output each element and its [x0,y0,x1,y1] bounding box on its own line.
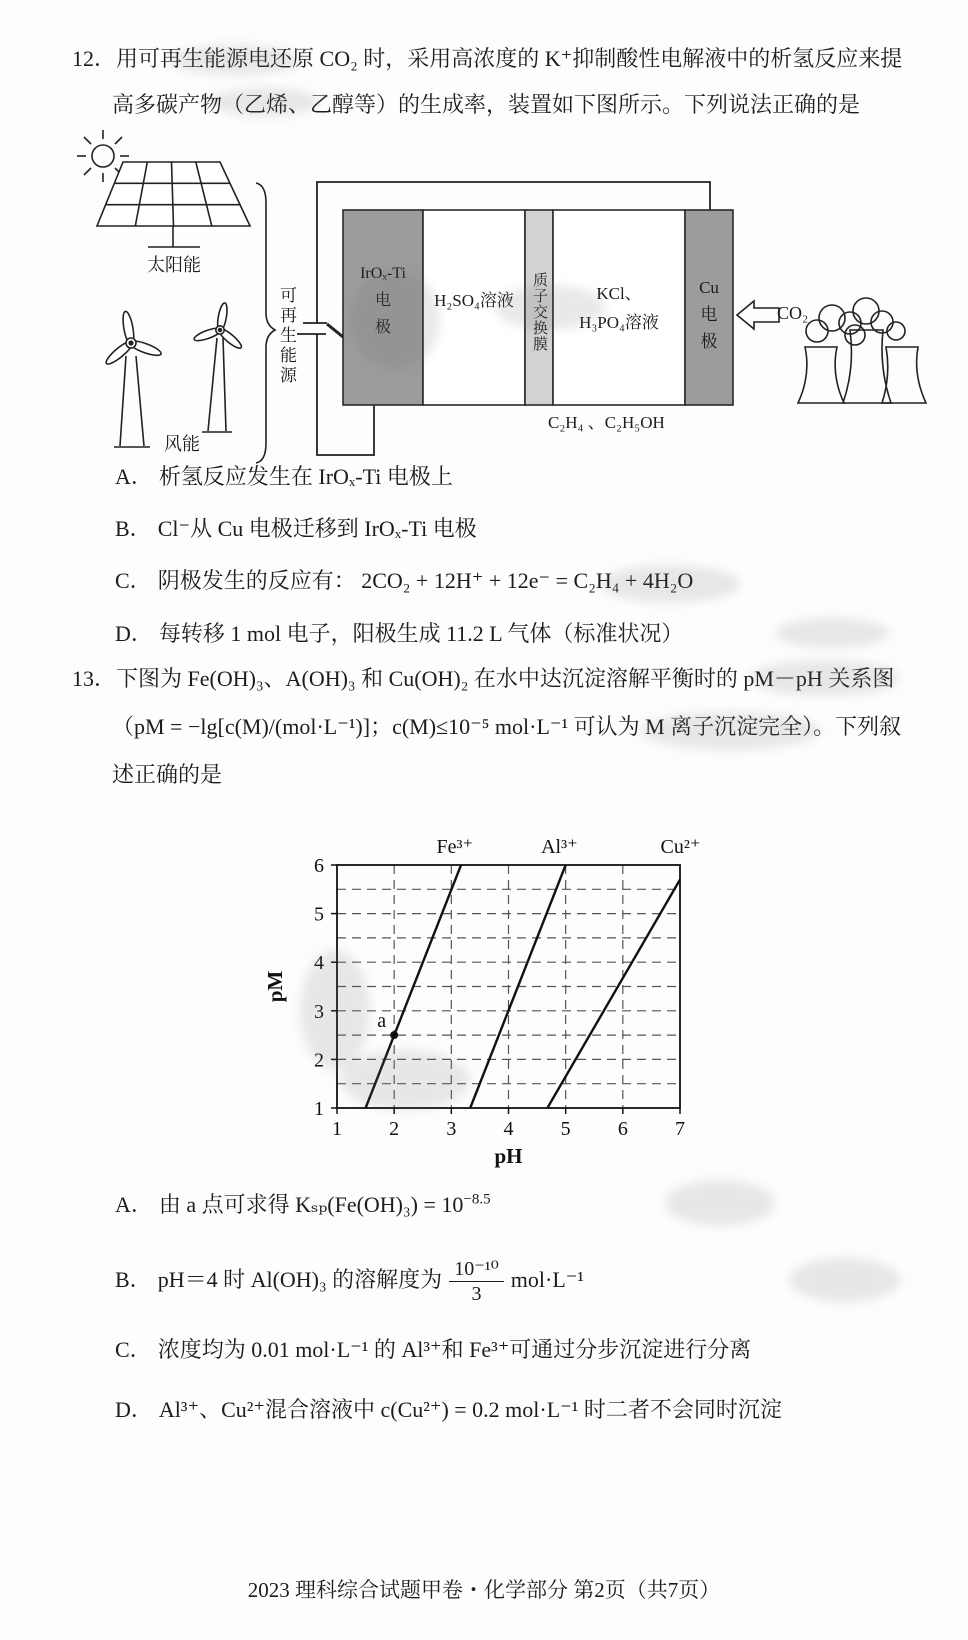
q13-option-d: D． Al³⁺、Cu²⁺混合溶液中 c(Cu²⁺) = 0.2 mol·L⁻¹ 时二者不会同时沉淀 [115,1397,782,1422]
products-label: C₂H₄ 、C₂H₅OH [548,413,665,432]
membrane-label: 质子交换膜 [531,271,547,352]
q13-option-a: A． 由 a 点可求得 $K_{sp}(Fe(OH)_3) = 10^{-8.5}$ [115,1191,491,1217]
pm-ph-chart [250,785,730,1177]
q12-stem-text1: 用可再生能源电还原 CO₂ 时，采用高浓度的 K⁺抑制酸性电解液中的析氢反应来提 [116,46,903,71]
point-label: a [377,1010,387,1033]
series-label: Fe³⁺ [436,836,474,858]
catholyte-label: KCl、 H₃PO₄溶液 [579,284,659,332]
x-tick-label: 4 [503,1118,514,1140]
switch-icon [297,323,348,341]
q13-stem-line3: 述正确的是 [112,762,223,787]
series-label: Al³⁺ [541,836,578,858]
q12-number: 12． [72,46,117,71]
q12-option-a: A． 析氢反应发生在 IrOₓ-Ti 电极上 [115,464,453,489]
wind-turbine-icon [104,311,163,447]
wind-turbine-icon-2 [193,302,244,432]
y-tick-label: 5 [314,903,324,926]
q13-option-c: C． 浓度均为 0.01 mol·L⁻¹ 的 Al³⁺和 Fe³⁺可通过分步沉淀进行分离 [115,1337,752,1362]
anode-label: IrOₓ-Ti 电 极 [360,265,406,336]
x-tick-label: 2 [389,1118,400,1140]
scan-smudge [790,1258,900,1302]
q12-stem-line2: 高多碳产物（乙烯、乙醇等）的生成率，装置如下图所示。下列说法正确的是 [112,92,861,117]
brace [256,183,275,463]
solar-panel [97,162,250,247]
co2-label: CO₂ [777,303,809,323]
anolyte-label: H₂SO₄溶液 [434,291,514,310]
scan-smudge [775,618,890,648]
y-tick-label: 2 [314,1049,324,1072]
solar-label: 太阳能 [147,255,201,275]
point-a [390,1031,398,1039]
q13-option-b: B． pH＝4 时 Al(OH)₃ 的溶解度为 $\frac{\text{10⁻¹⁰}}{3}$ mol·L⁻¹ [115,1258,584,1305]
scan-smudge [665,1180,775,1226]
x-tick-label: 6 [617,1118,628,1140]
y-tick-label: 1 [314,1098,324,1120]
q13-stem-line1: 13．下图为 Fe(OH)₃、A(OH)₃ 和 Cu(OH)₂ 在水中达沉淀溶解平衡时的 pM－pH 关系图 [72,666,895,691]
x-tick-label: 1 [332,1118,342,1140]
y-axis-label: pM [263,970,287,1003]
y-tick-label: 3 [314,1000,324,1023]
x-tick-label: 3 [446,1118,457,1140]
q13-number: 13． [72,666,117,691]
ksp-exponent: −8.5 [463,1191,491,1208]
series-label: Cu²⁺ [660,836,701,858]
page-footer: 2023 理科综合试题甲卷・化学部分 第2页（共7页） [247,1578,721,1602]
x-axis-label: pH [494,1144,523,1168]
renewable-energy-label: 可再生能源 [277,286,296,386]
wind-label: 风能 [164,434,200,454]
cathode-label: Cu 电 极 [699,278,719,351]
q12-stem-line1 [72,42,902,73]
co2-arrow-icon [737,301,779,329]
x-tick-label: 5 [560,1118,571,1140]
q12-option-c: C． 阴极发生的反应有： 2CO₂ + 12H⁺ + 12e⁻ = C₂H₄ + 4H₂O [115,568,694,593]
solubility-fraction: $\frac{\text{10⁻¹⁰}}{3}$ [449,1258,504,1306]
y-tick-label: 4 [314,952,324,975]
q12-option-b: B． Cl⁻从 Cu 电极迁移到 IrOₓ-Ti 电极 [115,516,477,541]
q12-option-d: D． 每转移 1 mol 电子，阳极生成 11.2 L 气体（标准状况） [115,621,684,646]
x-tick-label: 7 [675,1118,685,1140]
q13-stem-line2: （pM = −lg[c(M)/(mol·L⁻¹)]；c(M)≤10⁻⁵ mol·L⁻¹ 可认为 M 离子沉淀完全）。下列叙 [112,714,902,739]
y-tick-label: 6 [314,855,324,877]
